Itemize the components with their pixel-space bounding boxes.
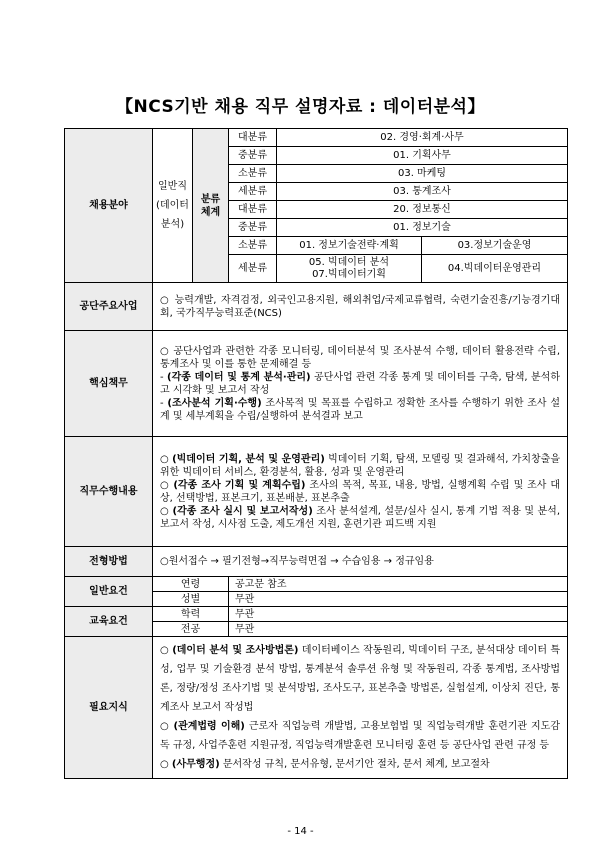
field-label: 채용분야 xyxy=(65,129,153,283)
class-value: 01. 정보기술전략·계획 xyxy=(277,237,422,255)
class-value: 04.빅데이터운영관리 xyxy=(422,255,568,283)
duties-item: ○ (각종 조사 실시 및 보고서작성) 조사 분석설계, 설문/실사 실시, 통계 기법 적용 및 분석, 보고서 작성, 시사점 도출, 제도개선 지원, 훈련기관 피드백 지원 xyxy=(160,505,561,530)
class-value: 01. 정보기술 xyxy=(277,219,568,237)
core-duty-content xyxy=(153,331,568,437)
class-key: 대분류 xyxy=(229,129,277,147)
class-value: 20. 정보통신 xyxy=(277,201,568,219)
general-req-label: 일반요건 xyxy=(65,577,153,607)
business-text: ○ 능력개발, 자격검정, 외국인고용지원, 해외취업/국제교류협력, 숙련기술진흥/기능경기대회, 국가직무능력표준(NCS) xyxy=(153,283,568,331)
edu-req-value: 무관 xyxy=(229,607,568,622)
page-title: 【NCS기반 채용 직무 설명자료 : 데이터분석】 xyxy=(116,97,485,117)
class-key: 중분류 xyxy=(229,147,277,165)
general-req-key: 연령 xyxy=(153,577,229,592)
page-number: - 14 - xyxy=(287,826,314,837)
general-req-value: 무관 xyxy=(229,592,568,607)
selection-label: 전형방법 xyxy=(65,547,153,577)
duties-item: ○ (빅데이터 기획, 분석 및 운영관리) 빅데이터 기획, 탐색, 모델링 및 결과해석, 가치창출을 위한 빅데이터 서비스, 환경분석, 활용, 성과 및 운영관리 xyxy=(160,453,560,478)
core-duty-item: ○ 공단사업과 관련한 각종 모니터링, 데이터분석 및 조사분석 수행, 데이터 활용전략 수립, 통계조사 및 이를 통한 문제해결 등 xyxy=(160,345,560,370)
class-value: 03. 마케팅 xyxy=(277,165,568,183)
core-duty-item: - (각종 데이터 및 통계 분석·관리) 공단사업 관련 각종 통계 및 데이터를 구축, 탐색, 분석하고 시각화 및 보고서 작성 xyxy=(160,371,560,396)
classification-system-label: 분류 체계 xyxy=(193,129,229,283)
class-value: 03.정보기술운영 xyxy=(422,237,568,255)
class-value: 03. 통계조사 xyxy=(277,183,568,201)
class-key: 소분류 xyxy=(229,237,277,255)
class-value: 02. 경영·회계·사무 xyxy=(277,129,568,147)
business-label: 공단주요사업 xyxy=(65,283,153,331)
class-key: 대분류 xyxy=(229,201,277,219)
knowledge-content xyxy=(153,637,568,779)
general-req-key: 성별 xyxy=(153,592,229,607)
class-value: 05. 빅데이터 분석 07.빅데이터기획 xyxy=(277,255,422,283)
knowledge-item: ○ (사무행정) 문서작성 규칙, 문서유형, 문서기안 절차, 문서 체계, 보고절차 xyxy=(160,759,490,770)
knowledge-item: ○ (관계법령 이해) 근로자 직업능력 개발법, 고용보험법 및 직업능력개발 훈련기관 지도감독 규정, 사업주훈련 지원규정, 직업능력개발훈련 모니터링 훈련 등 공단사업 관련 규정 등 xyxy=(160,721,561,751)
class-key: 세분류 xyxy=(229,183,277,201)
edu-req-label: 교육요건 xyxy=(65,607,153,637)
core-duty-item: - (조사분석 기획·수행) 조사목적 및 목표를 수립하고 정확한 조사를 수행하기 위한 조사 설계 및 세부계획을 수립/실행하여 분석결과 보고 xyxy=(160,397,561,422)
selection-text: ○원서접수 → 필기전형→직무능력면접 → 수습임용 → 정규임용 xyxy=(153,547,568,577)
duties-content xyxy=(153,437,568,547)
knowledge-label: 필요지식 xyxy=(65,637,153,779)
class-key: 세분류 xyxy=(229,255,277,283)
edu-req-key: 학력 xyxy=(153,607,229,622)
general-req-value: 공고문 참조 xyxy=(229,577,568,592)
class-value: 01. 기획사무 xyxy=(277,147,568,165)
job-description-table xyxy=(64,128,568,779)
edu-req-value: 무관 xyxy=(229,622,568,637)
core-duty-label: 핵심책무 xyxy=(65,331,153,437)
duties-item: ○ (각종 조사 기획 및 계획수립) 조사의 목적, 목표, 내용, 방법, 실행계획 수립 및 조사 대상, 선택방법, 표본크기, 표본배분, 표본추출 xyxy=(160,479,560,504)
class-key: 중분류 xyxy=(229,219,277,237)
edu-req-key: 전공 xyxy=(153,622,229,637)
job-type: 일반직 (데이터 분석) xyxy=(153,129,193,283)
knowledge-item: ○ (데이터 분석 및 조사방법론) 데이터베이스 작동원리, 빅데이터 구조, 분석대상 데이터 특성, 업무 및 기술환경 분석 방법, 통계분석 솔루션 유형 및 작동원리, 각종 통계법, 조사방법론, 정량/정성 조사기법 및 분석방법, 조사도구, 표본추출 방법론, 실험설계, 이상치 진단, 통계조사 보고서 작성법 xyxy=(160,645,560,713)
duties-label: 직무수행내용 xyxy=(65,437,153,547)
class-key: 소분류 xyxy=(229,165,277,183)
